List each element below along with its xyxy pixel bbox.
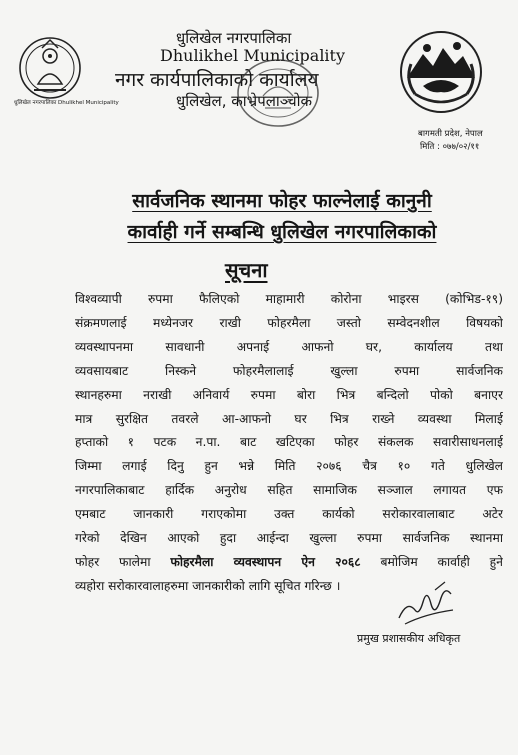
body-line-end: बमोजिम कार्वाही हुने	[380, 554, 503, 569]
body-line: व्यहोरा सरोकारवालाहरुमा जानकारीको लागि सूचित गरिन्छ ।	[75, 578, 341, 593]
body-line: स्थानहरुमा नराखी अनिवार्य रुपमा बोरा भित्र बन्दिलो पोको बनाएर	[75, 387, 503, 402]
signatory-title: प्रमुख प्रशासकीय अधिकृत	[357, 632, 461, 645]
body-line: नगरपालिकाबाट हार्दिक अनुरोध सहित सामाजिक सञ्जाल लगायत एफ	[75, 483, 503, 498]
body-line: विश्वव्यापी रुपमा फैलिएको माहामारी कोरोना भाइरस (कोभिड-१९)	[75, 292, 503, 306]
nepal-emblem	[397, 28, 485, 116]
signature	[395, 580, 457, 628]
body-line: संक्रमणलाई मध्येनजर राखी फोहरमैला जस्तो सम्वेदनशील विषयको	[75, 315, 503, 330]
notice-heading: सूचना	[225, 258, 268, 282]
body-line: मात्र सुरक्षित तवरले आ-आफनो घर भित्र राख्ने व्यवस्था मिलाई	[75, 411, 503, 426]
office-name: नगर कार्यपालिकाको कार्यालय	[115, 69, 319, 91]
body-line: व्यवस्थापनमा सावधानी अपनाई आफनो घर, कार्यालय तथा	[75, 339, 503, 354]
notice-body	[75, 288, 503, 599]
notice-title	[62, 186, 502, 248]
date-value: ०७७/०२/११	[442, 142, 480, 152]
date-label: मिति :	[420, 142, 440, 152]
title-line-2: कार्वाही गर्ने सम्बन्धि धुलिखेल नगरपालिकाको	[127, 221, 437, 243]
office-seal-stamp	[233, 56, 323, 130]
municipality-name-np: धुलिखेल नगरपालिका	[176, 29, 292, 47]
body-line: व्यवसायबाट निस्कने फोहरमैलालाई खुल्ला रुपमा सार्वजनिक	[75, 363, 503, 378]
body-line: हप्ताको १ पटक न.पा. बाट खटिएका फोहर संकलक सवारीसाधनलाई	[75, 435, 503, 450]
logo-caption: धुलिखेल नगरपालिका Dhulikhel Municipality	[14, 100, 119, 106]
title-line-1: सार्वजनिक स्थानमा फोहर फाल्नेलाई कानुनी	[132, 190, 432, 212]
date-line	[420, 141, 479, 152]
body-line: गरेको देखिन आएको हुदा आईन्दा खुल्ला रुपमा सार्वजनिक स्थानमा	[75, 531, 503, 546]
office-address: धुलिखेल, काभ्रेपलाञ्चोक	[176, 92, 313, 110]
body-line-act	[75, 551, 503, 575]
province-line: बागमती प्रदेश, नेपाल	[418, 129, 483, 139]
municipality-logo	[16, 34, 84, 104]
municipality-name-en: Dhulikhel Municipality	[160, 46, 346, 65]
act-name: फोहरमैला व्यवस्थापन ऐन २०६८	[170, 554, 361, 569]
body-line: जिम्मा लगाई दिनु हुन भन्ने मिति २०७६ चैत्र १० गते धुलिखेल	[75, 459, 503, 474]
body-line-start: फोहर फालेमा	[75, 554, 151, 569]
body-line: एमबाट जानकारी गराएकोमा उक्त कार्यको सरोकारवालाबाट अटेर	[75, 507, 503, 522]
